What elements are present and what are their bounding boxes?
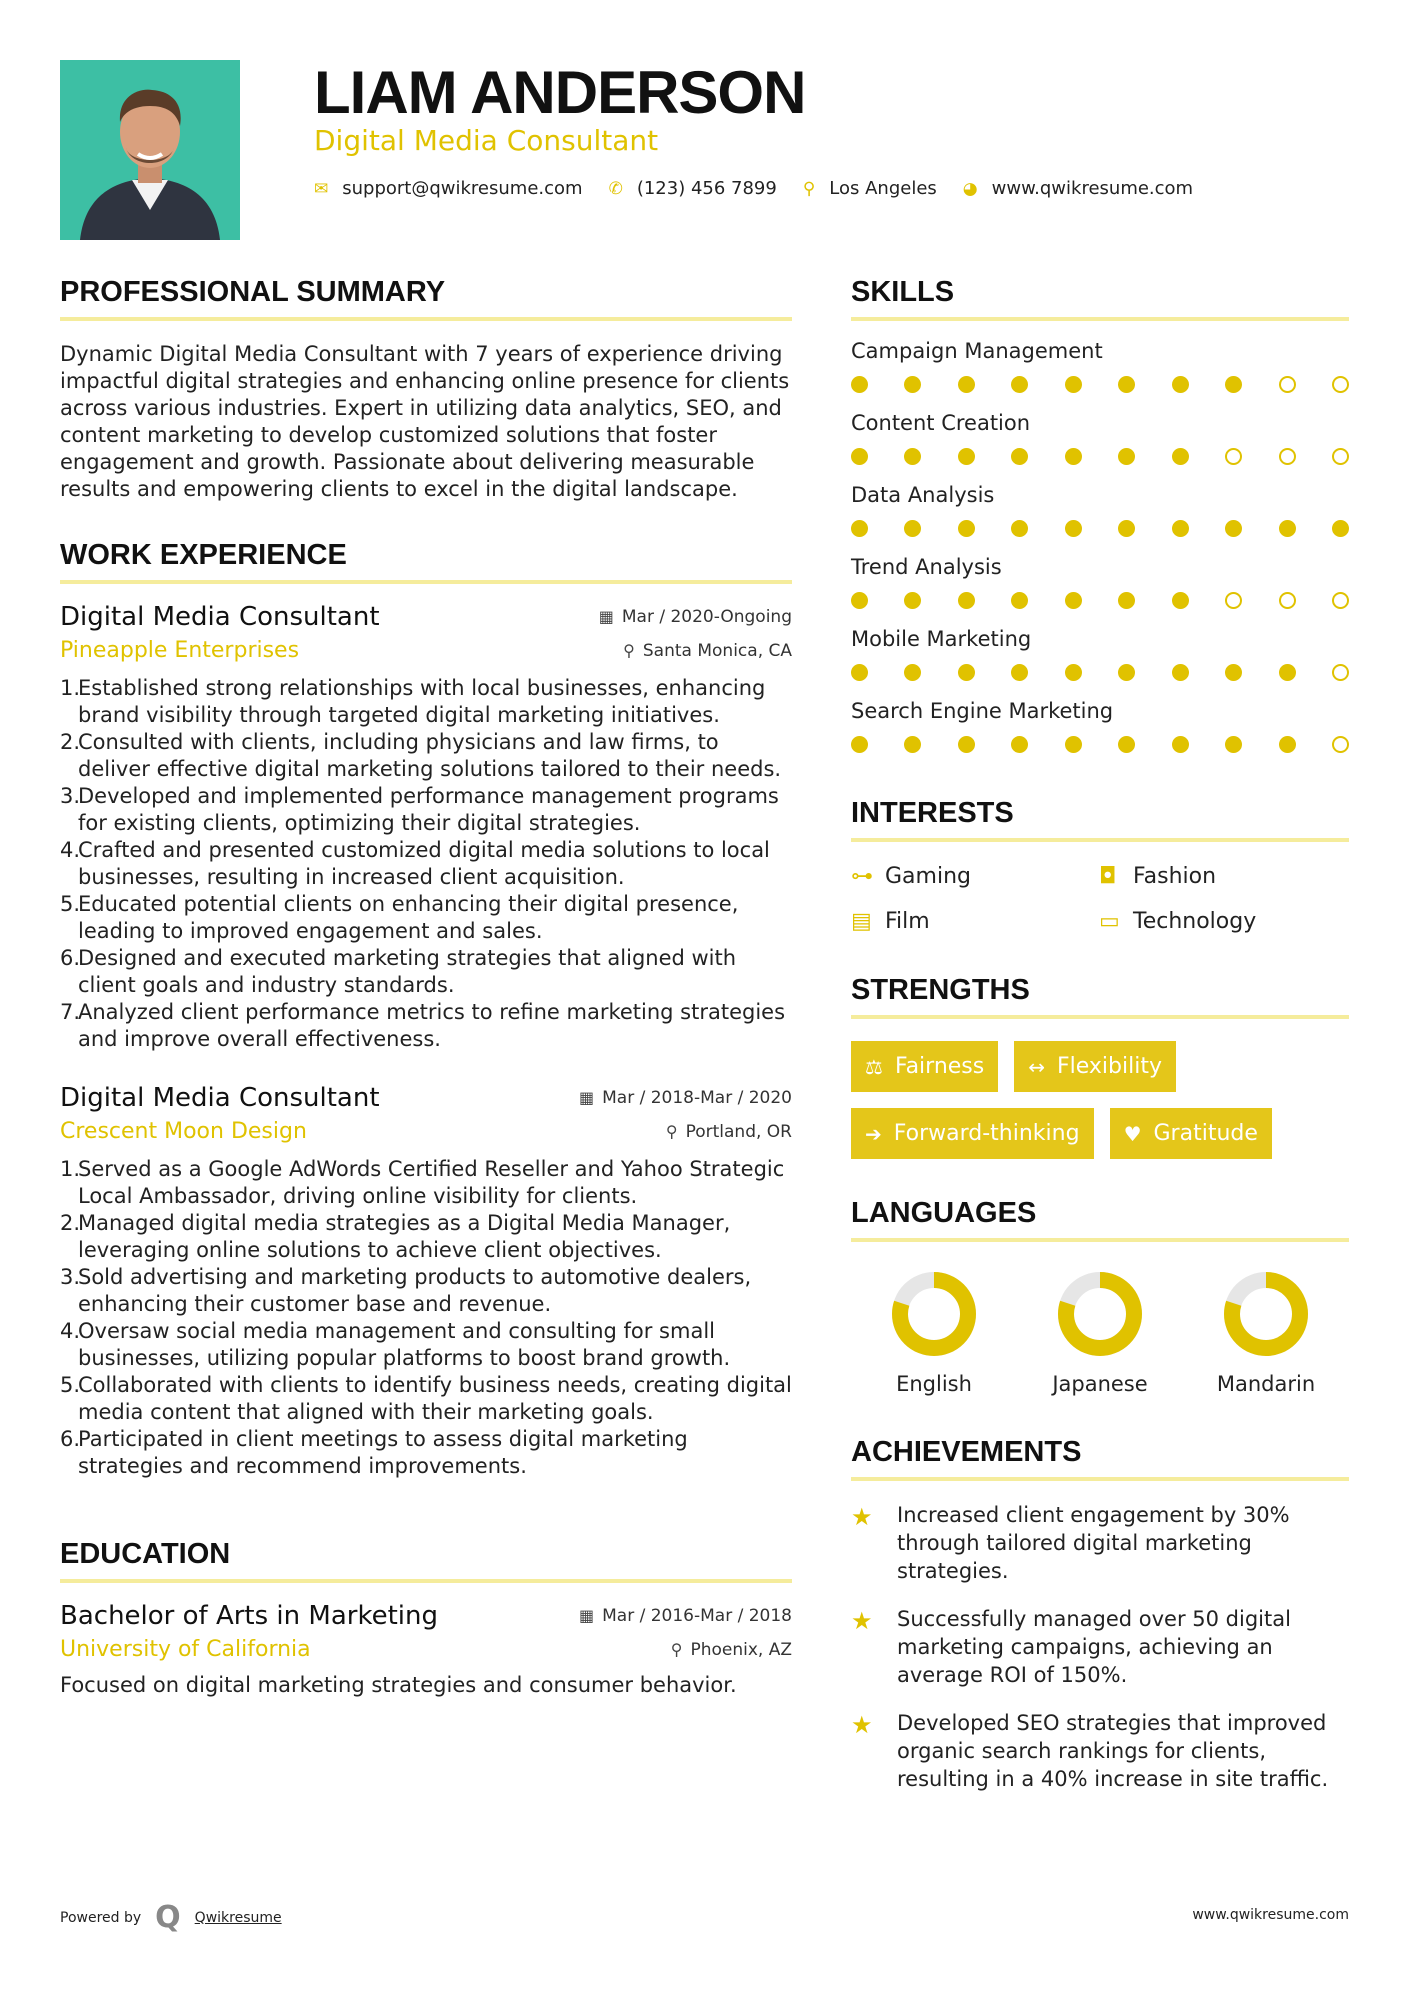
heart-icon: ♥ (1123, 1121, 1142, 1146)
skill-item (851, 339, 1349, 393)
language-name: Mandarin (1216, 1372, 1316, 1396)
rating-dot-filled (1172, 592, 1189, 609)
rating-dot-filled (851, 448, 868, 465)
rating-dot-filled (1011, 520, 1028, 537)
qwikresume-logo-icon: Q (155, 1900, 181, 1935)
rating-dot-filled (1065, 592, 1082, 609)
contact-bar (314, 178, 1219, 199)
rating-dot-filled (904, 520, 921, 537)
language-donut (890, 1270, 978, 1358)
language-name: English (896, 1372, 972, 1396)
job-bullets (60, 1156, 792, 1480)
education-entry (60, 1601, 792, 1699)
education-heading: EDUCATION (60, 1538, 792, 1583)
rating-dot-filled (904, 664, 921, 681)
summary-heading: PROFESSIONAL SUMMARY (60, 276, 792, 321)
skills-list (851, 339, 1349, 753)
rating-dot-filled (1065, 376, 1082, 393)
interest-item: ⊶ Gaming (851, 864, 971, 889)
degree-title: Bachelor of Arts in Marketing (60, 1601, 438, 1631)
language-item (851, 1270, 1017, 1396)
list-item: 4. Crafted and presented customized digital media solutions to local businesses, resulting in increased client acquisition. (60, 838, 770, 889)
rating-dot-filled (851, 520, 868, 537)
strength-badge: ↔ Flexibility (1014, 1041, 1176, 1092)
interests-heading: INTERESTS (851, 797, 1349, 842)
summary-text: Dynamic Digital Media Consultant with 7 years of experience driving impactful digital strategies and enhancing online presence for clients across various industries. Expert in utilizing data analytics, SEO, and content marketing to develop customized solutions that foster engagement and growth. Passionate about delivering measurable results and empowering clients to excel in the digital landscape. (60, 342, 790, 501)
list-item: 5. Collaborated with clients to identify business needs, creating digital media content that aligned with their marketing goals. (60, 1373, 792, 1424)
list-item: 7. Analyzed client performance metrics to refine marketing strategies and improve overall effectiveness. (60, 1000, 786, 1051)
strengths-heading: STRENGTHS (851, 974, 1349, 1019)
job-title: Digital Media Consultant (60, 602, 380, 632)
location-pin-icon: ⚲ (802, 178, 816, 199)
rating-dot-filled (1172, 448, 1189, 465)
rating-dot-filled (1011, 664, 1028, 681)
list-item: 6. Designed and executed marketing strategies that aligned with client goals and industry standards. (60, 946, 737, 997)
rating-dot-filled (1118, 664, 1135, 681)
rating-dot-filled (958, 736, 975, 753)
list-item: 2. Managed digital media strategies as a Digital Media Manager, leveraging online solutions to achieve client objectives. (60, 1211, 731, 1262)
envelope-icon: ✉ (314, 178, 329, 199)
contact-email[interactable]: support@qwikresume.com (342, 178, 583, 199)
skill-name: Data Analysis (851, 483, 995, 507)
achievement-item: ★ Increased client engagement by 30% through tailored digital marketing strategies. (851, 1503, 1290, 1583)
job-bullets (60, 675, 792, 1053)
skill-rating (851, 736, 1349, 753)
rating-dot-filled (958, 448, 975, 465)
star-icon: ★ (851, 1711, 873, 1739)
right-column (851, 276, 1349, 1793)
rating-dot-filled (1011, 592, 1028, 609)
company-name: Crescent Moon Design (60, 1119, 307, 1144)
achievement-item: ★ Developed SEO strategies that improved organic search rankings for clients, resulting in a 40% increase in site traffic. (851, 1711, 1329, 1791)
rating-dot-filled (1118, 376, 1135, 393)
education-date: Mar / 2016-Mar / 2018 (602, 1606, 792, 1626)
job-location: Portland, OR (685, 1121, 792, 1142)
skill-name: Search Engine Marketing (851, 699, 1114, 723)
job-entry (60, 1083, 792, 1480)
rating-dot-filled (851, 376, 868, 393)
strength-badge: ♥ Gratitude (1110, 1108, 1272, 1159)
rating-dot-filled (1172, 376, 1189, 393)
skill-item (851, 411, 1349, 465)
person-portrait-icon (60, 60, 240, 240)
rating-dot-filled (1065, 736, 1082, 753)
experience-heading: WORK EXPERIENCE (60, 539, 792, 584)
company-name: Pineapple Enterprises (60, 638, 300, 663)
strength-badge: ⚖ Fairness (851, 1041, 998, 1092)
rating-dot-filled (851, 592, 868, 609)
laptop-icon: ▭ (1099, 909, 1120, 934)
gamepad-icon: ⊶ (851, 864, 873, 889)
achievements-heading: ACHIEVEMENTS (851, 1436, 1349, 1481)
interest-item: ▤ Film (851, 909, 930, 934)
language-donut (1222, 1270, 1310, 1358)
job-entry (60, 602, 792, 1053)
language-name: Japanese (1052, 1372, 1148, 1396)
interests-list (851, 864, 1349, 934)
rating-dot-filled (851, 736, 868, 753)
rating-dot-filled (1172, 664, 1189, 681)
rating-dot-filled (1011, 376, 1028, 393)
job-location: Santa Monica, CA (642, 640, 792, 661)
rating-dot-filled (1172, 520, 1189, 537)
rating-dot-filled (1225, 664, 1242, 681)
rating-dot-empty (1332, 376, 1349, 393)
rating-dot-filled (1118, 520, 1135, 537)
rating-dot-filled (1225, 376, 1242, 393)
rating-dot-filled (1065, 664, 1082, 681)
achievement-item: ★ Successfully managed over 50 digital marketing campaigns, achieving an average ROI of 150%. (851, 1607, 1291, 1687)
footer-url[interactable]: www.qwikresume.com (1192, 1907, 1349, 1923)
arrows-horizontal-icon: ↔ (1028, 1054, 1045, 1079)
rating-dot-empty (1332, 664, 1349, 681)
star-icon: ★ (851, 1607, 873, 1635)
rating-dot-empty (1332, 592, 1349, 609)
globe-icon: ◕ (962, 178, 978, 199)
list-item: 6. Participated in client meetings to assess digital marketing strategies and recommend improvements. (60, 1427, 688, 1478)
list-item: 3. Sold advertising and marketing products to automotive dealers, enhancing their customer base and revenue. (60, 1265, 752, 1316)
list-item: 3. Developed and implemented performance management programs for existing clients, optimizing their digital strategies. (60, 784, 779, 835)
skill-rating (851, 592, 1349, 609)
job-title: Digital Media Consultant (60, 1083, 380, 1113)
rating-dot-filled (1011, 448, 1028, 465)
shopping-bag-icon: ◘ (1099, 864, 1117, 889)
rating-dot-filled (1332, 520, 1349, 537)
school-name: University of California (60, 1637, 311, 1662)
rating-dot-filled (1065, 520, 1082, 537)
rating-dot-filled (851, 664, 868, 681)
rating-dot-filled (904, 448, 921, 465)
rating-dot-empty (1225, 592, 1242, 609)
pushpin-icon: ⚲ (665, 1121, 678, 1141)
rating-dot-filled (1118, 448, 1135, 465)
rating-dot-filled (1065, 448, 1082, 465)
balance-scale-icon: ⚖ (865, 1054, 883, 1079)
rating-dot-filled (958, 520, 975, 537)
rating-dot-filled (1118, 736, 1135, 753)
candidate-title: Digital Media Consultant (314, 124, 659, 157)
phone-icon: ✆ (608, 178, 623, 199)
language-donut (1056, 1270, 1144, 1358)
contact-location: Los Angeles (829, 178, 937, 199)
rating-dot-empty (1279, 448, 1296, 465)
list-item: 2. Consulted with clients, including physicians and law firms, to deliver effective digital marketing solutions tailored to their needs. (60, 730, 782, 781)
education-location: Phoenix, AZ (690, 1639, 792, 1660)
skill-item (851, 555, 1349, 609)
rating-dot-filled (1011, 736, 1028, 753)
strength-badge: ➔ Forward-thinking (851, 1108, 1094, 1159)
skill-rating (851, 520, 1349, 537)
footer-powered-by (60, 1900, 282, 1935)
rating-dot-filled (958, 664, 975, 681)
list-item: 1. Established strong relationships with local businesses, enhancing brand visibility through targeted digital marketing initiatives. (60, 676, 766, 727)
job-date: Mar / 2018-Mar / 2020 (602, 1088, 792, 1108)
rating-dot-filled (958, 376, 975, 393)
skill-item (851, 699, 1349, 753)
list-item: 5. Educated potential clients on enhancing their digital presence, leading to improved engagement and sales. (60, 892, 739, 943)
candidate-name: LIAM ANDERSON (314, 59, 806, 126)
powered-by-label: Powered by (60, 1909, 142, 1926)
star-icon: ★ (851, 1503, 873, 1531)
brand-link[interactable]: Qwikresume (194, 1909, 282, 1926)
language-item (1183, 1270, 1349, 1396)
rating-dot-empty (1279, 592, 1296, 609)
calendar-icon: ▦ (598, 607, 614, 626)
rating-dot-empty (1279, 376, 1296, 393)
strengths-list (851, 1041, 1349, 1159)
skills-heading: SKILLS (851, 276, 1349, 321)
contact-phone[interactable]: (123) 456 7899 (636, 178, 777, 199)
languages-heading: LANGUAGES (851, 1197, 1349, 1242)
interest-item: ▭ Technology (1099, 909, 1257, 934)
rating-dot-filled (1172, 736, 1189, 753)
skill-name: Content Creation (851, 411, 1031, 435)
rating-dot-filled (1279, 736, 1296, 753)
profile-photo (60, 60, 240, 240)
skill-item (851, 627, 1349, 681)
skill-name: Trend Analysis (851, 555, 1002, 579)
rating-dot-filled (904, 376, 921, 393)
language-item (1017, 1270, 1183, 1396)
skill-rating (851, 376, 1349, 393)
contact-website[interactable]: www.qwikresume.com (991, 178, 1194, 199)
skill-rating (851, 448, 1349, 465)
skill-name: Mobile Marketing (851, 627, 1032, 651)
job-date: Mar / 2020-Ongoing (621, 607, 792, 627)
pushpin-icon: ⚲ (623, 640, 635, 660)
skill-name: Campaign Management (851, 339, 1103, 363)
list-item: 4. Oversaw social media management and consulting for small businesses, utilizing popular platforms to boost brand growth. (60, 1319, 731, 1370)
left-column (60, 276, 792, 1699)
rating-dot-filled (1225, 520, 1242, 537)
rating-dot-filled (1118, 592, 1135, 609)
rating-dot-empty (1332, 448, 1349, 465)
education-description: Focused on digital marketing strategies and consumer behavior. (60, 1673, 737, 1697)
rating-dot-filled (904, 592, 921, 609)
rating-dot-empty (1225, 448, 1242, 465)
rating-dot-filled (1279, 520, 1296, 537)
arrow-right-icon: ➔ (865, 1121, 882, 1146)
rating-dot-filled (1225, 736, 1242, 753)
achievements-list (851, 1501, 1349, 1793)
interest-item: ◘ Fashion (1099, 864, 1217, 889)
languages-list (851, 1270, 1349, 1396)
rating-dot-filled (958, 592, 975, 609)
pushpin-icon: ⚲ (670, 1639, 683, 1659)
skill-item (851, 483, 1349, 537)
rating-dot-filled (904, 736, 921, 753)
skill-rating (851, 664, 1349, 681)
rating-dot-empty (1332, 736, 1349, 753)
calendar-icon: ▦ (578, 1606, 595, 1625)
rating-dot-filled (1279, 664, 1296, 681)
list-item: 1. Served as a Google AdWords Certified Reseller and Yahoo Strategic Local Ambassador, driving online visibility for clients. (60, 1157, 785, 1208)
film-icon: ▤ (851, 909, 872, 934)
calendar-icon: ▦ (578, 1088, 595, 1107)
